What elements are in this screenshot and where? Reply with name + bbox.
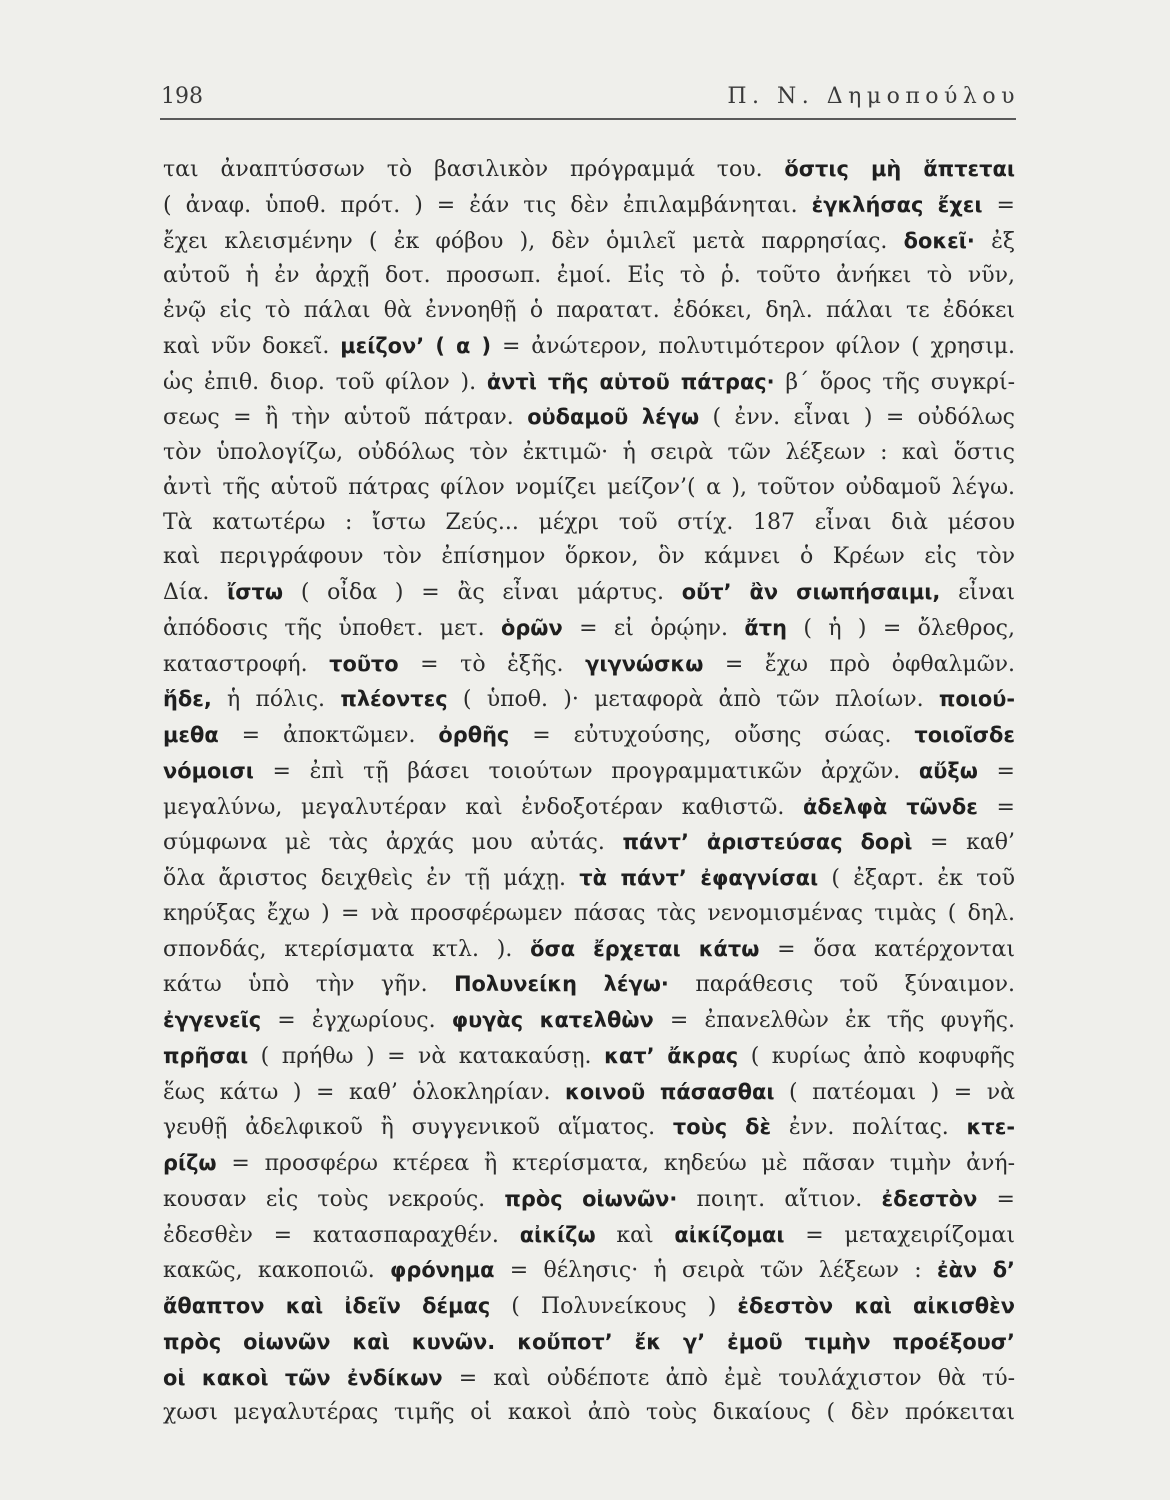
- text-line: [163, 1003, 1015, 1039]
- commentary-text: καὶ νῦν δοκεῖ.: [163, 333, 341, 359]
- text-line: [163, 436, 1015, 471]
- commentary-text: = ἔχω πρὸ ὀφθαλμῶν.: [703, 651, 1016, 677]
- text-line: [163, 1218, 1015, 1254]
- commentary-text: ( κυρίως ἀπὸ κοφυφῆς: [738, 1043, 1015, 1069]
- commentary-text: ἡ πόλις.: [211, 687, 341, 713]
- lemma-text: γιγνώσκω: [585, 651, 704, 676]
- header-rule: [160, 118, 1016, 120]
- lemma-text: ἥδε,: [163, 687, 212, 712]
- commentary-text: καταστροφή.: [163, 651, 330, 677]
- text-line: [163, 471, 1015, 506]
- lemma-text: αἰκίζω: [519, 1222, 596, 1247]
- commentary-text: μεγαλύνω, μεγαλυτέραν καὶ ἐνδοξοτέραν καθιστῶ.: [163, 794, 803, 820]
- lemma-text: κατ’ ἄκρας: [604, 1043, 739, 1068]
- commentary-text: ἀντὶ τῆς αὑτοῦ πάτρας φίλον νομίζει μείζον’( α ), τοῦτον οὐδαμοῦ λέγω.: [163, 474, 1015, 500]
- lemma-text: αὔξω: [918, 758, 978, 783]
- commentary-text: καὶ: [595, 1222, 675, 1248]
- commentary-text: σύμφωνα μὲ τὰς ἀρχάς μου αὐτάς.: [163, 830, 623, 856]
- lemma-text: ἀντὶ τῆς αὑτοῦ πάτρας·: [486, 369, 775, 394]
- text-line: [163, 1146, 1015, 1182]
- text-line: [163, 1325, 1015, 1361]
- text-line: [163, 1396, 1015, 1431]
- page-number: 198: [161, 84, 203, 109]
- lemma-text: φυγὰς κατελθὼν: [451, 1008, 654, 1032]
- commentary-text: ( οἶδα ) = ἂς εἶναι μάρτυς.: [283, 580, 682, 605]
- text-line: [163, 188, 1015, 224]
- lemma-text: ὀρθῆς: [438, 723, 510, 747]
- lemma-text: Πολυνείκη λέγω·: [454, 972, 669, 997]
- commentary-text: ἔχει κλεισμένην ( ἐκ φόβου ), δὲν ὁμιλεῖ μετὰ παρρησίας.: [163, 228, 904, 254]
- text-line: [163, 1182, 1015, 1218]
- text-line: [163, 1075, 1015, 1111]
- lemma-text: ἐὰν δ’: [936, 1258, 1015, 1283]
- commentary-text: κηρύξας ἔχω ) = νὰ προσφέρωμεν πάσας τὰς νενομισμένας τιμὰς ( δηλ.: [163, 900, 1015, 926]
- commentary-text: Τὰ κατωτέρω : ἴστω Ζεύς... μέχρι τοῦ στίχ. 187 εἶναι διὰ μέσου: [163, 509, 1015, 535]
- commentary-text: ται ἀναπτύσσων τὸ βασιλικὸν πρόγραμμά του.: [163, 157, 785, 182]
- commentary-text: κουσαν εἰς τοὺς νεκρούς.: [163, 1186, 505, 1212]
- text-line: [163, 400, 1015, 436]
- text-line: [163, 611, 1015, 647]
- commentary-text: ἐξ: [974, 228, 1015, 254]
- commentary-text: = καθ’: [912, 830, 1015, 856]
- text-line: [163, 365, 1015, 401]
- commentary-text: ἐδεσθὲν = κατασπαραχθέν.: [163, 1222, 520, 1248]
- commentary-text: γευθῇ ἀδελφικοῦ ἢ συγγενικοῦ αἵματος.: [163, 1115, 673, 1141]
- text-line: [163, 294, 1015, 329]
- lemma-text: φρόνημα: [390, 1258, 495, 1283]
- lemma-text: ἴστω: [227, 580, 284, 604]
- body-text: [163, 152, 1015, 1431]
- commentary-text: = ἐπὶ τῇ βάσει τοιούτων προγραμματικῶν ἀρχῶν.: [253, 758, 919, 784]
- commentary-text: = καὶ οὐδέποτε ἀπὸ ἐμὲ τουλάχιστον θὰ τύ-: [442, 1365, 1015, 1391]
- text-line: [163, 329, 1015, 365]
- text-line: [163, 718, 1015, 754]
- commentary-text: ( πατέομαι ) = νὰ: [774, 1079, 1015, 1105]
- lemma-text: κοινοῦ πάσασθαι: [565, 1079, 775, 1104]
- commentary-text: = ὅσα κατέρχονται: [759, 936, 1015, 962]
- commentary-text: ὡς ἐπιθ. διορ. τοῦ φίλον ).: [163, 369, 487, 395]
- commentary-text: εἶναι: [940, 580, 1016, 605]
- lemma-text: ὁρῶν: [501, 615, 563, 640]
- commentary-text: ὅλα ἄριστος δειχθεὶς ἐν τῇ μάχῃ.: [163, 866, 580, 891]
- running-head-author: Π. Ν. Δημοπούλου: [727, 84, 1020, 109]
- lemma-text: ποιού-: [938, 687, 1016, 712]
- commentary-text: = ἐγχωρίους.: [261, 1008, 452, 1033]
- commentary-text: =: [977, 758, 1015, 784]
- lemma-text: ρίζω: [163, 1151, 217, 1175]
- commentary-text: ( ἐνν. εἶναι ) = οὐδόλως: [699, 405, 1015, 431]
- text-line: [163, 790, 1015, 826]
- commentary-text: ἐνῷ εἰς τὸ πάλαι θὰ ἐννοηθῇ ὁ παρατατ. ἐδόκει, δηλ. πάλαι τε ἐδόκει: [163, 298, 1015, 323]
- text-line: [163, 682, 1015, 718]
- commentary-text: β΄ ὅρος τῆς συγκρί-: [774, 369, 1015, 395]
- lemma-text: ὅσα ἔρχεται κάτω: [530, 936, 760, 961]
- lemma-text: ἄτη: [744, 615, 787, 640]
- commentary-text: καὶ περιγράφουν τὸν ἐπίσημον ὅρκον, ὃν κάμνει ὁ Κρέων εἰς τὸν: [163, 544, 1015, 570]
- text-line: [163, 506, 1015, 541]
- text-line: [163, 1289, 1015, 1325]
- text-line: [163, 1253, 1015, 1289]
- lemma-text: οὐδαμοῦ λέγω: [527, 405, 700, 430]
- lemma-text: πάντ’ ἀριστεύσας δορὶ: [622, 830, 913, 855]
- commentary-text: χωσι μεγαλυτέρας τιμῆς οἱ κακοὶ ἀπὸ τοὺς δικαίους ( δὲν πρόκειται: [163, 1400, 1015, 1426]
- commentary-text: ἕως κάτω ) = καθ’ ὁλοκληρίαν.: [163, 1079, 566, 1105]
- commentary-text: ( πρήθω ) = νὰ κατακαύσῃ.: [248, 1043, 605, 1069]
- lemma-text: ἐδεστὸν καὶ αἰκισθὲν: [737, 1294, 1015, 1318]
- text-line: [163, 575, 1015, 611]
- commentary-text: = προσφέρω κτέρεα ἢ κτερίσματα, κηδεύω μὲ πᾶσαν τιμὴν ἀνή-: [216, 1151, 1015, 1176]
- commentary-text: ( ἐξαρτ. ἐκ τοῦ: [818, 866, 1015, 891]
- commentary-text: = θέλησις· ἡ σειρὰ τῶν λέξεων :: [494, 1258, 937, 1284]
- commentary-text: Δία.: [163, 580, 228, 605]
- lemma-text: ἀδελφὰ τῶνδε: [803, 794, 978, 819]
- lemma-text: ἐδεστὸν: [881, 1186, 978, 1211]
- text-line: [163, 754, 1015, 790]
- commentary-text: ( ἀναφ. ὑποθ. πρότ. ) = ἐάν τις δὲν ἐπιλαμβάνηται.: [163, 192, 812, 218]
- text-line: [163, 825, 1015, 861]
- lemma-text: μείζον’ ( α ): [340, 333, 492, 358]
- text-line: [163, 897, 1015, 932]
- commentary-text: κάτω ὑπὸ τὴν γῆν.: [163, 972, 455, 998]
- commentary-text: = ἐπανελθὼν ἐκ τῆς φυγῆς.: [653, 1008, 1015, 1033]
- lemma-text: πρῆσαι: [163, 1043, 249, 1068]
- text-line: [163, 647, 1015, 683]
- lemma-text: αἰκίζομαι: [674, 1222, 785, 1247]
- lemma-text: ἐγκλήσας ἔχει: [811, 192, 983, 217]
- commentary-text: ἀπόδοσις τῆς ὑποθετ. μετ.: [163, 615, 501, 641]
- commentary-text: =: [982, 192, 1015, 218]
- commentary-text: σεως = ἢ τὴν αὑτοῦ πάτραν.: [163, 405, 528, 431]
- commentary-text: ( ὑποθ. )· μεταφορὰ ἀπὸ τῶν πλοίων.: [447, 687, 939, 713]
- commentary-text: = μεταχειρίζομαι: [784, 1222, 1015, 1248]
- lemma-text: πλέοντες: [340, 687, 448, 712]
- commentary-text: = τὸ ἑξῆς.: [398, 651, 586, 677]
- text-line: [163, 1039, 1015, 1075]
- commentary-text: = ἀνώτερον, πολυτιμότερον φίλον ( χρησιμ.: [491, 333, 1015, 359]
- text-line: [163, 1361, 1015, 1397]
- lemma-text: τὰ πάντ’ ἐφαγνίσαι: [579, 866, 819, 890]
- text-line: [163, 152, 1015, 188]
- lemma-text: ὅστις μὴ ἅπτεται: [784, 157, 1015, 181]
- lemma-text: κτε-: [966, 1115, 1015, 1140]
- commentary-text: = ἀποκτῶμεν.: [218, 723, 439, 748]
- commentary-text: ( ἡ ) = ὄλεθρος,: [786, 615, 1016, 641]
- text-line: [163, 932, 1015, 968]
- commentary-text: κακῶς, κακοποιῶ.: [163, 1258, 391, 1284]
- text-line: [163, 1110, 1015, 1146]
- lemma-text: δοκεῖ·: [903, 228, 975, 253]
- commentary-text: = εἰ ὁρῴην.: [562, 615, 745, 641]
- lemma-text: οὔτ’ ἂν σιωπήσαιμι,: [681, 580, 941, 604]
- commentary-text: τὸν ὑπολογίζω, οὐδόλως τὸν ἐκτιμῶ· ἡ σειρὰ τῶν λέξεων : καὶ ὅστις: [163, 440, 1015, 465]
- lemma-text: τοῦτο: [329, 651, 399, 676]
- text-line: [163, 259, 1015, 294]
- commentary-text: =: [977, 1186, 1015, 1212]
- text-line: [163, 967, 1015, 1003]
- commentary-text: σπονδάς, κτερίσματα κτλ. ).: [163, 936, 531, 962]
- lemma-text: τοιοῖσδε: [914, 723, 1015, 747]
- lemma-text: ἐγγενεῖς: [163, 1008, 262, 1032]
- commentary-text: =: [977, 794, 1015, 820]
- lemma-text: πρὸς οἰωνῶν καὶ κυνῶν. κοὔποτ’ ἔκ γ’ ἐμοῦ τιμὴν προέξουσ’: [163, 1329, 1015, 1354]
- commentary-text: αὐτοῦ ἡ ἐν ἀρχῇ δοτ. προσωπ. ἐμοί. Εἰς τὸ ῥ. τοῦτο ἀνήκει τὸ νῦν,: [163, 263, 1015, 289]
- commentary-text: παράθεσις τοῦ ξύναιμον.: [668, 972, 1015, 998]
- lemma-text: τοὺς δὲ: [672, 1115, 772, 1140]
- text-line: [163, 861, 1015, 897]
- lemma-text: μεθα: [163, 723, 219, 747]
- lemma-text: οἱ κακοὶ τῶν ἐνδίκων: [163, 1365, 443, 1390]
- commentary-text: ἐνν. πολίτας.: [771, 1115, 967, 1141]
- text-line: [163, 540, 1015, 575]
- text-line: [163, 224, 1015, 260]
- commentary-text: ποιητ. αἴτιον.: [677, 1186, 882, 1212]
- commentary-text: = εὐτυχούσης, οὔσης σώας.: [509, 723, 915, 748]
- lemma-text: πρὸς οἰωνῶν·: [504, 1186, 678, 1211]
- lemma-text: ἄθαπτον καὶ ἰδεῖν δέμας: [163, 1294, 491, 1318]
- commentary-text: ( Πολυνείκους ): [490, 1294, 738, 1319]
- lemma-text: νόμοισι: [163, 758, 254, 783]
